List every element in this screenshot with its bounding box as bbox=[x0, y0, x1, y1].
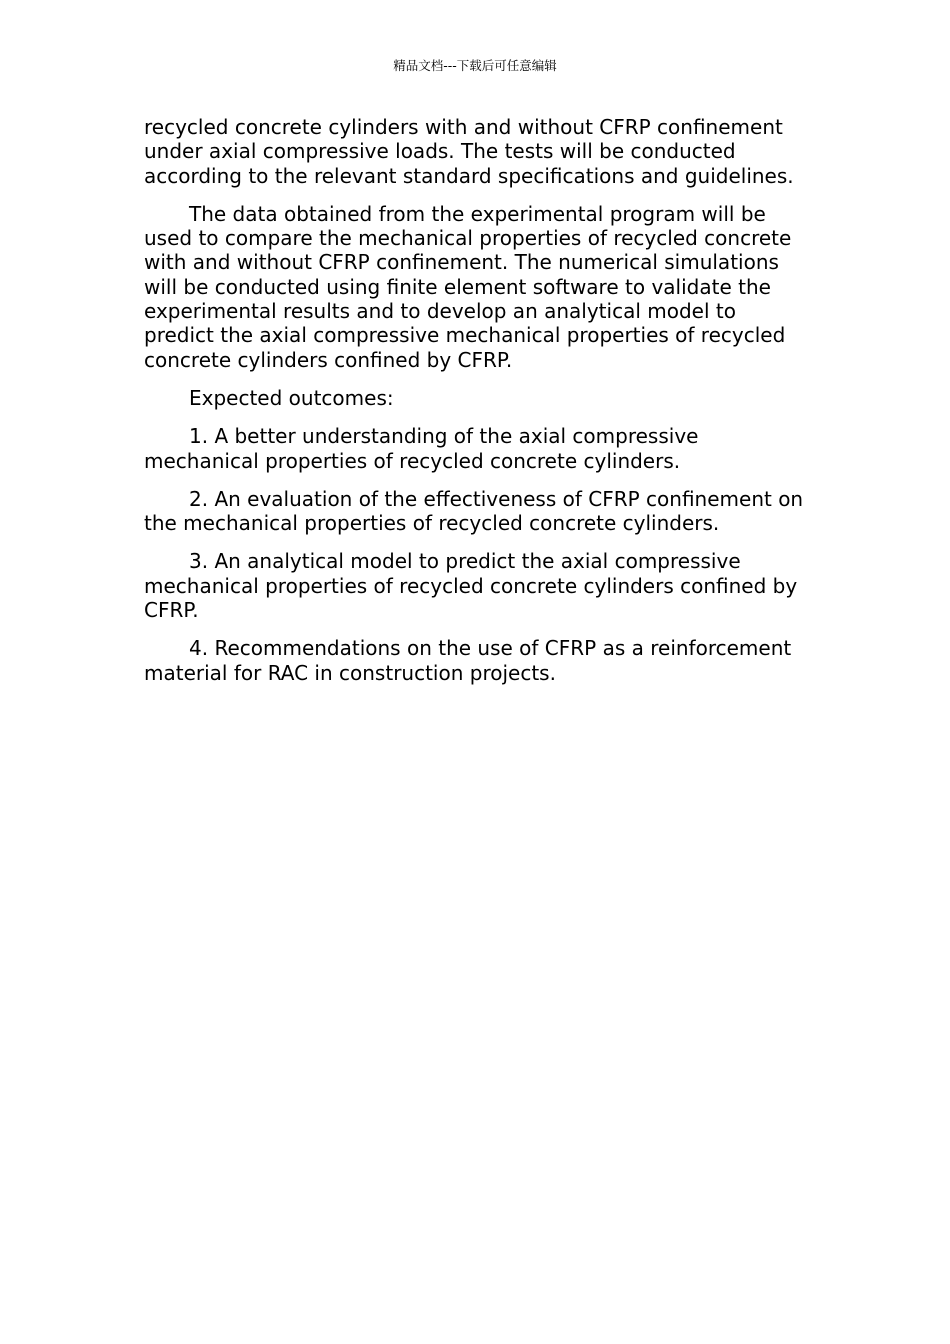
outcome-item-1: 1. A better understanding of the axial compressive mechanical properties of recycled concrete cylinders. bbox=[144, 424, 699, 473]
document-body bbox=[144, 115, 804, 699]
paragraph-continuation: recycled concrete cylinders with and without CFRP confinement under axial compressive loads. The tests will be conducted according to the relevant standard specifications and guidelines. bbox=[144, 115, 794, 188]
expected-outcomes-heading: Expected outcomes: bbox=[189, 385, 394, 410]
outcome-item-3: 3. An analytical model to predict the axial compressive mechanical properties of recycled concrete cylinders confined by CFRP. bbox=[144, 549, 798, 623]
paragraph-data-analysis: The data obtained from the experimental program will be used to compare the mechanical properties of recycled concrete with and without CFRP confinement. The numerical simulations will be conducted using finite element software to validate the experimental results and to develop an analytical model to predict the axial compressive mechanical properties of recycled concrete cylinders confined by CFRP. bbox=[144, 201, 792, 372]
page-header: 精品文档---下载后可任意编辑 bbox=[393, 58, 557, 73]
outcome-item-4: 4. Recommendations on the use of CFRP as a reinforcement material for RAC in construction projects. bbox=[144, 636, 792, 685]
outcome-item-2: 2. An evaluation of the effectiveness of CFRP confinement on the mechanical properties of recycled concrete cylinders. bbox=[144, 486, 804, 536]
